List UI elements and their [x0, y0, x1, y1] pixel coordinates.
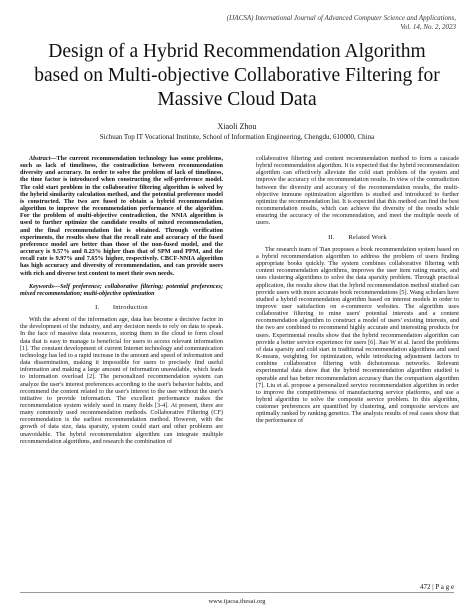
abstract-label: Abstract— — [29, 155, 57, 162]
left-column — [20, 155, 223, 445]
journal-url[interactable]: www.ijacsa.thesai.org — [208, 598, 266, 605]
related-work-paragraph: The research team of Tian proposes a book recommendation system based on a hybrid recommendation algorithm to address the problem of users finding appropriate books quickly. The system combines collaborative filtering with content recommendation algorithms, improves the user item rating matrix, and uses clustering algorithms to solve the data sparsity problem. Through practical application, the results show that the hybrid recommendation method studied can provide users with more accurate book recommendations [5]. Wang scholars have studied a hybrid recommendation algorithm based on interest models in order to improve user satisfaction on e-commerce websites. The algorithm uses collaborative filtering to mine users' potential interests and a content recommendation algorithm to construct a model of users' existing interests, and the two are combined to recommend highly accurate and interesting products for users. Experimental results show that the hybrid recommendation algorithm can provide a better service experience for users [6]. Jiao W et al. faced the problems of data sparsity and cold start in traditional recommendation algorithms and used K-means, weighting for optimization, while introducing adjustment factors to combine collaborative filtering with dichotomous networks. Relevant experimental data show that the hybrid recommendation algorithm studied is operable and has better recommendation accuracy than the comparison algorithm [7]. Liu et al. propose a personalized service recommendation algorithm in order to improve the competitiveness of manufacturing service platforms, and use a hybrid algorithm to solve the composite service problem. In this algorithm, customer preferences are quantified by clustering, and composite services are optimally ranked by ranking genetics. The analysis results of real cases show that the performance of — [256, 245, 459, 425]
author-affiliation: Sichuan Top IT Vocational Institute, School of Information Engineering, Chengdu, 610000, China — [99, 133, 375, 141]
keywords-label: Keywords— — [29, 282, 60, 290]
journal-header-line2: Vol. 14, No. 2, 2023 — [400, 23, 456, 31]
introduction-paragraph: With the advent of the information age, data has become a decisive factor in the development of the industry, and any decision needs to rely on data to speak. In the face of massive data resources, storing them in the cloud to form cloud data that is easy to manage is beneficial for users to access relevant information [1]. The constant development of current Internet technology and communication technology has led to a rapid increase in the amount and speed of information and data dissemination, making it impossible for users to precisely find useful information and making a large amount of information unavailable, which leads to information overload [2]. The personalized recommendation system can analyze the user's interest preferences according to the user's behavior habits, and recommend the content related to the user's interest to the user without the user's initiative to provide information. The excellent performance makes the recommendation system widely used in many fields [3-4]. At present, there are many commonly used recommendation methods. Collaborative Filtering (CF) recommendation is the earliest recommendation method. However, with the growth of data size, data sparsity, system could start and other problems are unavoidable. The hybrid recommendation algorithm can integrate multiple recommendation algorithms, and research the combination of — [20, 316, 223, 445]
author-name: Xiaoli Zhou — [217, 122, 257, 131]
section-heading-introduction: I. Introduction — [95, 303, 148, 311]
paper-title: Design of a Hybrid Recommendation Algorithm based on Multi-objective Collaborative Filtering for Massive Cloud Data — [34, 41, 440, 110]
abstract — [20, 155, 223, 277]
introduction-continued: collaborative filtering and content recommendation method to form a cascade hybrid recommendation algorithm. It is expected that the hybrid recommendation algorithm can effectively alleviate the cold start problem of the system and improve the accuracy of the recommendation results. In view of the contradiction between the diversity and accuracy of the recommendation results, the multi-objective immune optimization algorithm is studied and introduced to further optimize the recommendation list. It is expected that this method can find the best recommendation results, which can achieve the diversity of the results while ensuring the accuracy of the recommendation, and meet the multiple needs of users. — [256, 155, 459, 227]
right-column — [256, 155, 459, 425]
keywords — [20, 283, 223, 297]
page-number: 472 | P a g e — [420, 583, 454, 591]
keywords-text: Self preference; collaborative filtering; potential preferences; mixed recommendation; multi-objective optimization — [20, 282, 223, 297]
journal-header-line1: (IJACSA) International Journal of Advanced Computer Science and Applications, — [226, 14, 456, 22]
section-heading-related-work: II. Related Work — [328, 233, 387, 241]
footer-divider — [20, 592, 454, 593]
journal-header — [196, 14, 456, 32]
abstract-text: The current recommendation technology has some problems, such as lack of timeliness, the contradiction between recommendation diversity and accuracy. In order to solve the problem of lack of timeliness, the time factor is introduced when constructing the self-preference model. The cold start problem in the collaborative filtering algorithm is solved by the hybrid similarity calculation method, and the potential preference model is constructed. The two are fused to obtain a hybrid recommendation algorithm to improve the recommendation performance of the algorithm. For the problem of multi-objective contradiction, the NNIA algorithm is used to further optimize the candidate results of mixed recommendation, and the final recommendation list is obtained. Through verification experiments, the results show that the recall rate and accuracy of the fused preference model are better than those of the non-fused model, and the accuracy is 9.57% and 8.23% higher than that of SPM and PPM, and the recall rate is 9.97% and 7.65% higher, respectively. CBCF-NNIA algorithm has high accuracy and diversity of recommendation, and can provide users with rich and diverse text content to meet their own needs. — [20, 155, 223, 277]
